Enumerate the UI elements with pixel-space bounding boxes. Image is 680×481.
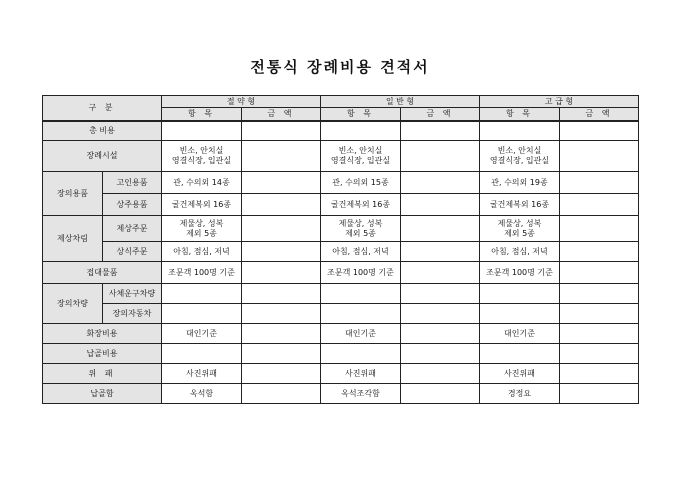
item-cell: 아침, 점심, 저녁: [162, 242, 242, 262]
amount-cell: [560, 364, 639, 384]
table-row: [43, 284, 639, 304]
amount-cell: [560, 141, 639, 172]
row-label-deceased-goods: 고인용품: [103, 172, 162, 194]
item-cell: [480, 121, 560, 141]
row-group-ritual: 제상차림: [43, 216, 103, 262]
amount-cell: [560, 194, 639, 216]
item-cell: 굴건제복외 16종: [480, 194, 560, 216]
row-label-meal-order: 상식주문: [103, 242, 162, 262]
amount-cell: [401, 324, 480, 344]
row-label-cremation: 화장비용: [43, 324, 162, 344]
item-col-header: 항 목: [480, 108, 560, 121]
amount-cell: [401, 141, 480, 172]
row-label-total: 총 비용: [43, 121, 162, 141]
item-cell: 경정요: [480, 384, 560, 404]
amount-cell: [242, 121, 321, 141]
tier-header-premium: 고 급 형: [480, 96, 639, 108]
amount-cell: [242, 364, 321, 384]
row-label-facility: 장례시설: [43, 141, 162, 172]
row-label-tablet: 위 패: [43, 364, 162, 384]
item-cell: 조문객 100명 기준: [480, 262, 560, 284]
item-col-header: 항 목: [321, 108, 401, 121]
row-label-mourner-goods: 상주용품: [103, 194, 162, 216]
item-cell: 빈소, 안치실 영결식장, 입관실: [162, 141, 242, 172]
amount-cell: [560, 324, 639, 344]
item-cell: 대인기준: [321, 324, 401, 344]
amount-cell: [401, 344, 480, 364]
amount-col-header: 금 액: [401, 108, 480, 121]
item-cell: 관, 수의외 19종: [480, 172, 560, 194]
amount-cell: [560, 304, 639, 324]
item-cell: [321, 344, 401, 364]
item-cell: [321, 121, 401, 141]
item-cell: 아침, 점심, 저녁: [480, 242, 560, 262]
amount-cell: [242, 216, 321, 242]
amount-cell: [401, 364, 480, 384]
item-cell: 대인기준: [480, 324, 560, 344]
item-cell: [162, 121, 242, 141]
item-cell: 관, 수의외 14종: [162, 172, 242, 194]
category-header: 구 분: [43, 96, 162, 121]
amount-cell: [242, 304, 321, 324]
amount-col-header: 금 액: [242, 108, 321, 121]
amount-cell: [401, 262, 480, 284]
amount-cell: [242, 141, 321, 172]
item-cell: [480, 304, 560, 324]
row-label-hearse: 사체운구차량: [103, 284, 162, 304]
item-cell: [480, 284, 560, 304]
table-row: [43, 344, 639, 364]
amount-cell: [560, 262, 639, 284]
item-cell: 사진위패: [321, 364, 401, 384]
amount-col-header: 금 액: [560, 108, 639, 121]
item-cell: 사진위패: [480, 364, 560, 384]
amount-cell: [242, 172, 321, 194]
estimate-table: [42, 95, 639, 404]
table-row: [43, 194, 639, 216]
item-cell: 제물상, 성복 제외 5종: [480, 216, 560, 242]
tier-header-standard: 일 반 형: [321, 96, 480, 108]
row-label-enshrine-cost: 납골비용: [43, 344, 162, 364]
item-cell: 사진위패: [162, 364, 242, 384]
table-row: [43, 324, 639, 344]
item-col-header: 항 목: [162, 108, 242, 121]
item-cell: 빈소, 안치실 영결식장, 입관실: [321, 141, 401, 172]
item-cell: [321, 284, 401, 304]
table-row: [43, 304, 639, 324]
item-cell: 굴건제복외 16종: [321, 194, 401, 216]
item-cell: 조문객 100명 기준: [321, 262, 401, 284]
amount-cell: [242, 384, 321, 404]
amount-cell: [242, 284, 321, 304]
table-row: [43, 121, 639, 141]
item-cell: [162, 344, 242, 364]
amount-cell: [401, 194, 480, 216]
amount-cell: [401, 304, 480, 324]
table-row: [43, 364, 639, 384]
item-cell: 굴건제복외 16종: [162, 194, 242, 216]
item-cell: 빈소, 안치실 영결식장, 입관실: [480, 141, 560, 172]
amount-cell: [401, 284, 480, 304]
item-cell: [162, 304, 242, 324]
page-title: 전통식 장례비용 견적서: [250, 58, 430, 76]
amount-cell: [401, 384, 480, 404]
table-row: [43, 141, 639, 172]
amount-cell: [401, 172, 480, 194]
item-cell: [162, 284, 242, 304]
amount-cell: [242, 242, 321, 262]
amount-cell: [560, 344, 639, 364]
item-cell: 아침, 점심, 저녁: [321, 242, 401, 262]
amount-cell: [242, 344, 321, 364]
item-cell: [480, 344, 560, 364]
item-cell: 조문객 100명 기준: [162, 262, 242, 284]
item-cell: 옥석조각함: [321, 384, 401, 404]
table-row: [43, 262, 639, 284]
amount-cell: [560, 216, 639, 242]
row-label-urn: 납골함: [43, 384, 162, 404]
table-row: [43, 172, 639, 194]
item-cell: 대인기준: [162, 324, 242, 344]
amount-cell: [242, 324, 321, 344]
row-label-funeral-car: 장의자동차: [103, 304, 162, 324]
amount-cell: [560, 121, 639, 141]
item-cell: 옥석함: [162, 384, 242, 404]
amount-cell: [560, 172, 639, 194]
amount-cell: [560, 384, 639, 404]
item-cell: 제물상, 성복 제외 5종: [321, 216, 401, 242]
amount-cell: [560, 284, 639, 304]
table-row: [43, 242, 639, 262]
row-label-reception: 접대물품: [43, 262, 162, 284]
table-row: [43, 384, 639, 404]
tier-header-economy: 절 약 형: [162, 96, 321, 108]
item-cell: [321, 304, 401, 324]
amount-cell: [401, 121, 480, 141]
item-cell: 제물상, 성복 제외 5종: [162, 216, 242, 242]
table-row: [43, 216, 639, 242]
row-group-vehicle: 장의차량: [43, 284, 103, 324]
row-group-goods: 장의용품: [43, 172, 103, 216]
amount-cell: [242, 262, 321, 284]
row-label-ritual-order: 제상주문: [103, 216, 162, 242]
amount-cell: [242, 194, 321, 216]
amount-cell: [401, 242, 480, 262]
item-cell: 관, 수의외 15종: [321, 172, 401, 194]
amount-cell: [560, 242, 639, 262]
amount-cell: [401, 216, 480, 242]
